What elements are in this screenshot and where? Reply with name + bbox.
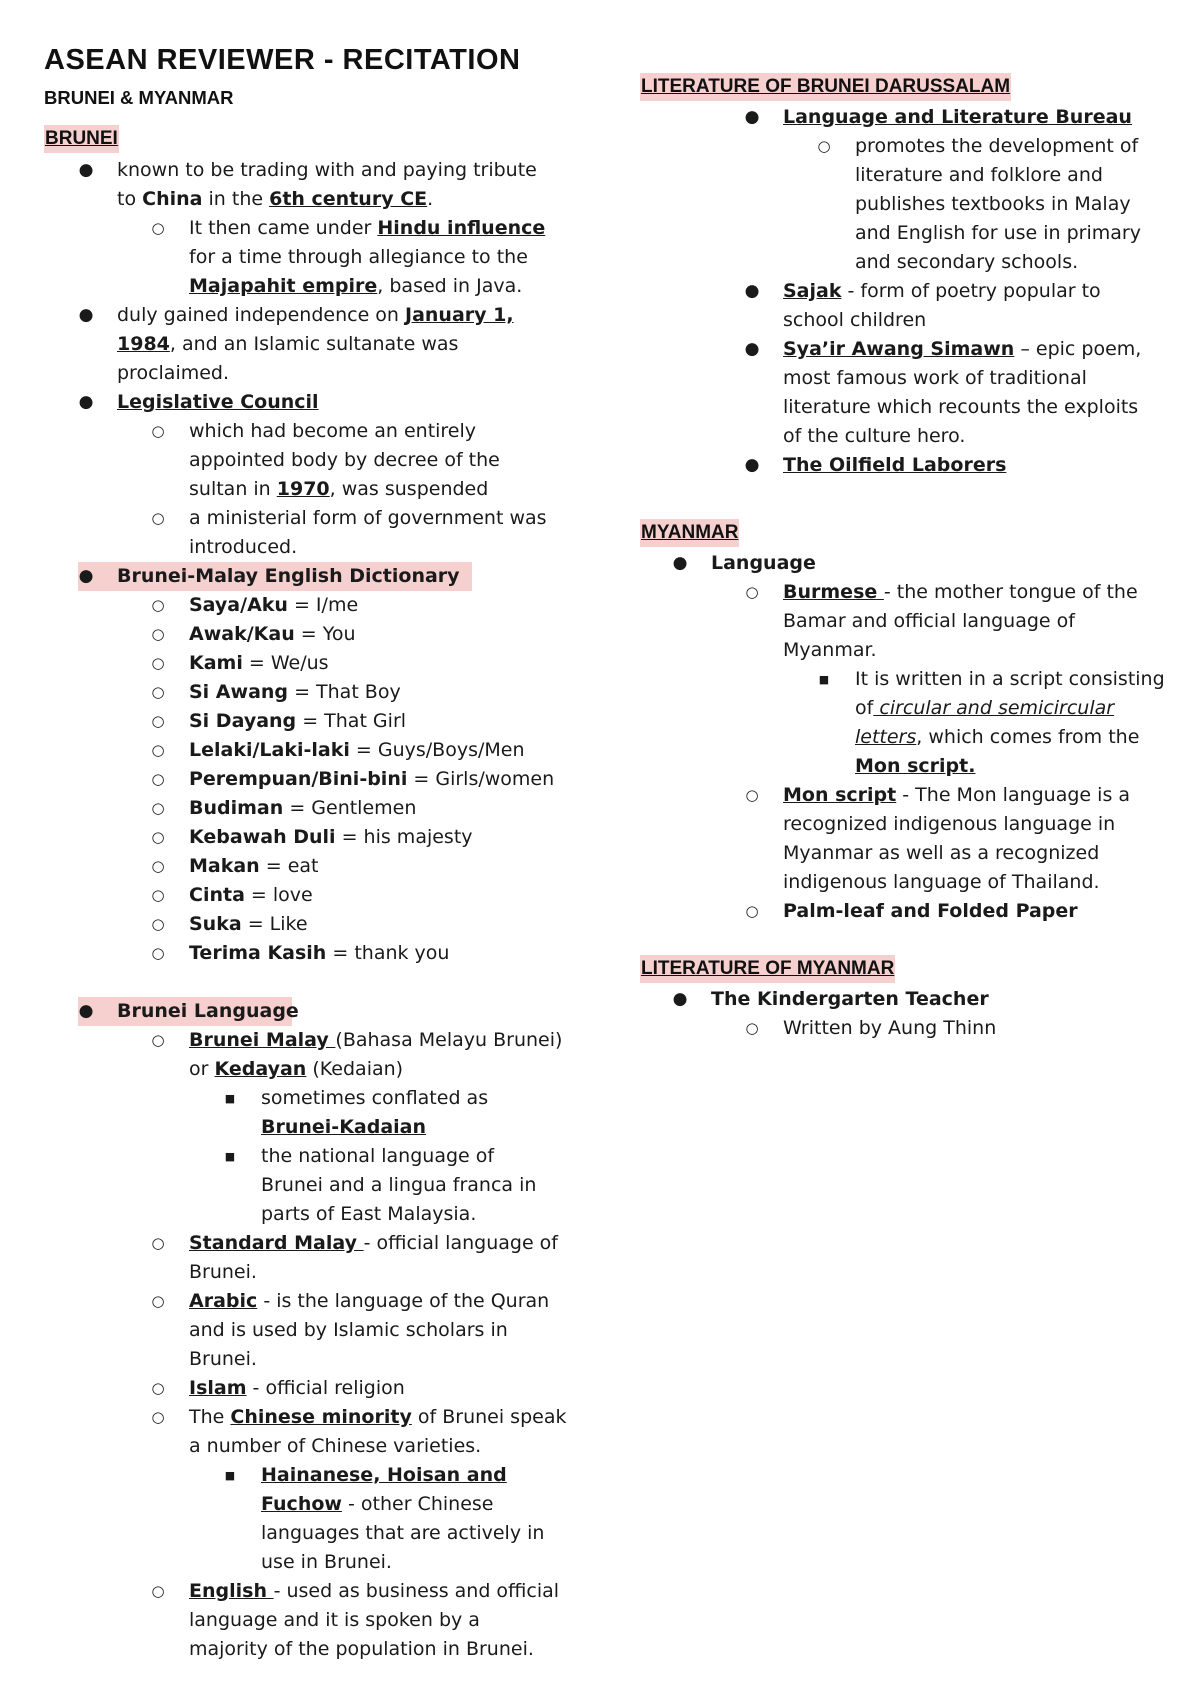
chinese-minority-line2: a number of Chinese varieties. xyxy=(189,1435,482,1457)
brunei-hindu-line2: for a time through allegiance to the xyxy=(189,246,528,268)
mon-line4: indigenous language of Thailand. xyxy=(783,871,1100,893)
dictionary-entry: Perempuan/Bini-bini = Girls/women xyxy=(189,768,555,790)
circle-bullet-icon: ○ xyxy=(745,1019,759,1037)
sajak-line1: Sajak - form of poetry popular to xyxy=(783,280,1101,302)
syair-line1: Sya’ir Awang Simawn – epic poem, xyxy=(783,338,1142,360)
bureau-desc-line4: and English for use in primary xyxy=(855,222,1141,244)
brunei-independence-line2: 1984, and an Islamic sultanate was xyxy=(117,333,459,355)
circle-bullet-icon: ○ xyxy=(151,741,165,759)
hainanese-line1: Hainanese, Hoisan and xyxy=(261,1464,507,1486)
bureau-desc-line1: promotes the development of xyxy=(855,135,1139,157)
standard-malay-line1: Standard Malay - official language of xyxy=(189,1232,558,1254)
brunei-independence-line3: proclaimed. xyxy=(117,362,230,384)
script-line4: Mon script. xyxy=(855,755,976,777)
dictionary-entry: Terima Kasih = thank you xyxy=(189,942,450,964)
oilfield-laborers-label: The Oilfield Laborers xyxy=(783,454,1007,476)
ministerial-line1: a ministerial form of government was xyxy=(189,507,547,529)
section-heading-literature-brunei: LITERATURE OF BRUNEI DARUSSALAM xyxy=(640,73,1011,101)
bullet-icon: ● xyxy=(744,339,760,359)
script-line3: letters, which comes from the xyxy=(855,726,1140,748)
dictionary-entry: Lelaki/Laki-laki = Guys/Boys/Men xyxy=(189,739,525,761)
english-line3: majority of the population in Brunei. xyxy=(189,1638,534,1660)
burmese-line1: Burmese - the mother tongue of the xyxy=(783,581,1138,603)
circle-bullet-icon: ○ xyxy=(151,886,165,904)
legislative-line2: appointed body by decree of the xyxy=(189,449,500,471)
written-by-line: Written by Aung Thinn xyxy=(783,1017,997,1039)
dictionary-entry: Saya/Aku = I/me xyxy=(189,594,359,616)
script-line2: of circular and semicircular xyxy=(855,697,1115,719)
bullet-icon: ● xyxy=(744,455,760,475)
legislative-council-label: Legislative Council xyxy=(117,391,319,413)
circle-bullet-icon: ○ xyxy=(745,902,759,920)
conflated-line2: Brunei-Kadaian xyxy=(261,1116,427,1138)
circle-bullet-icon: ○ xyxy=(151,1234,165,1252)
document-title: ASEAN REVIEWER - RECITATION xyxy=(44,44,521,76)
bullet-icon: ● xyxy=(744,281,760,301)
bullet-icon: ● xyxy=(78,305,94,325)
bullet-icon: ● xyxy=(672,553,688,573)
bullet-icon: ● xyxy=(78,1001,94,1021)
hainanese-line3: languages that are actively in xyxy=(261,1522,545,1544)
section-heading-myanmar: MYANMAR xyxy=(640,519,739,547)
dictionary-entry: Kebawah Duli = his majesty xyxy=(189,826,473,848)
myanmar-language-label: Language xyxy=(711,552,816,574)
circle-bullet-icon: ○ xyxy=(817,137,831,155)
brunei-independence-line1: duly gained independence on January 1, xyxy=(117,304,514,326)
bullet-icon: ● xyxy=(78,566,94,586)
mon-line2: recognized indigenous language in xyxy=(783,813,1116,835)
circle-bullet-icon: ○ xyxy=(151,1292,165,1310)
arabic-line1: Arabic - is the language of the Quran xyxy=(189,1290,550,1312)
square-bullet-icon: ■ xyxy=(224,1150,236,1163)
square-bullet-icon: ■ xyxy=(818,673,830,686)
syair-line4: of the culture hero. xyxy=(783,425,966,447)
circle-bullet-icon: ○ xyxy=(151,219,165,237)
circle-bullet-icon: ○ xyxy=(151,654,165,672)
english-line1: English - used as business and official xyxy=(189,1580,560,1602)
ministerial-line2: introduced. xyxy=(189,536,298,558)
islam-line: Islam - official religion xyxy=(189,1377,405,1399)
circle-bullet-icon: ○ xyxy=(151,799,165,817)
brunei-hindu-line1: It then came under Hindu influence xyxy=(189,217,546,239)
circle-bullet-icon: ○ xyxy=(151,770,165,788)
burmese-line2: Bamar and official language of xyxy=(783,610,1075,632)
legislative-line1: which had become an entirely xyxy=(189,420,477,442)
circle-bullet-icon: ○ xyxy=(151,422,165,440)
circle-bullet-icon: ○ xyxy=(151,683,165,701)
dictionary-entry: Awak/Kau = You xyxy=(189,623,356,645)
brunei-point-trade-line1: known to be trading with and paying tribute xyxy=(117,159,537,181)
circle-bullet-icon: ○ xyxy=(151,596,165,614)
brunei-malay-line2: or Kedayan (Kedaian) xyxy=(189,1058,404,1080)
bureau-desc-line3: publishes textbooks in Malay xyxy=(855,193,1131,215)
burmese-line3: Myanmar. xyxy=(783,639,877,661)
bullet-icon: ● xyxy=(672,989,688,1009)
bullet-icon: ● xyxy=(78,392,94,412)
circle-bullet-icon: ○ xyxy=(745,583,759,601)
literature-bureau-label: Language and Literature Bureau xyxy=(783,106,1132,128)
hainanese-line4: use in Brunei. xyxy=(261,1551,392,1573)
brunei-malay-line1: Brunei Malay (Bahasa Melayu Brunei) xyxy=(189,1029,563,1051)
circle-bullet-icon: ○ xyxy=(151,915,165,933)
brunei-hindu-line3: Majapahit empire, based in Java. xyxy=(189,275,523,297)
dictionary-entry: Si Awang = That Boy xyxy=(189,681,401,703)
arabic-line2: and is used by Islamic scholars in xyxy=(189,1319,508,1341)
bureau-desc-line5: and secondary schools. xyxy=(855,251,1079,273)
circle-bullet-icon: ○ xyxy=(151,944,165,962)
mon-line3: Myanmar as well as a recognized xyxy=(783,842,1100,864)
circle-bullet-icon: ○ xyxy=(151,509,165,527)
circle-bullet-icon: ○ xyxy=(151,1582,165,1600)
english-line2: language and it is spoken by a xyxy=(189,1609,480,1631)
dictionary-entry: Cinta = love xyxy=(189,884,313,906)
chinese-minority-line1: The Chinese minority of Brunei speak xyxy=(189,1406,567,1428)
dictionary-entry: Suka = Like xyxy=(189,913,308,935)
conflated-line1: sometimes conflated as xyxy=(261,1087,489,1109)
sajak-line2: school children xyxy=(783,309,927,331)
bullet-icon: ● xyxy=(744,107,760,127)
legislative-line3: sultan in 1970, was suspended xyxy=(189,478,489,500)
square-bullet-icon: ■ xyxy=(224,1092,236,1105)
script-line1: It is written in a script consisting xyxy=(855,668,1165,690)
dictionary-entry: Si Dayang = That Girl xyxy=(189,710,407,732)
dictionary-entry: Kami = We/us xyxy=(189,652,329,674)
standard-malay-line2: Brunei. xyxy=(189,1261,257,1283)
section-heading-brunei: BRUNEI xyxy=(44,125,119,153)
hainanese-line2: Fuchow - other Chinese xyxy=(261,1493,494,1515)
dictionary-entry: Makan = eat xyxy=(189,855,319,877)
bureau-desc-line2: literature and folklore and xyxy=(855,164,1103,186)
palm-leaf-label: Palm-leaf and Folded Paper xyxy=(783,900,1078,922)
circle-bullet-icon: ○ xyxy=(151,625,165,643)
national-language-line2: Brunei and a lingua franca in xyxy=(261,1174,537,1196)
circle-bullet-icon: ○ xyxy=(151,1408,165,1426)
document-subtitle: BRUNEI & MYANMAR xyxy=(44,87,234,108)
mon-line1: Mon script - The Mon language is a xyxy=(783,784,1131,806)
section-heading-literature-myanmar: LITERATURE OF MYANMAR xyxy=(640,955,895,983)
kindergarten-teacher-label: The Kindergarten Teacher xyxy=(711,988,989,1010)
dictionary-entry: Budiman = Gentlemen xyxy=(189,797,417,819)
brunei-language-heading: Brunei Language xyxy=(117,1000,299,1022)
circle-bullet-icon: ○ xyxy=(151,1031,165,1049)
circle-bullet-icon: ○ xyxy=(745,786,759,804)
circle-bullet-icon: ○ xyxy=(151,857,165,875)
circle-bullet-icon: ○ xyxy=(151,1379,165,1397)
dictionary-heading: Brunei-Malay English Dictionary xyxy=(117,565,460,587)
square-bullet-icon: ■ xyxy=(224,1469,236,1482)
national-language-line1: the national language of xyxy=(261,1145,495,1167)
syair-line2: most famous work of traditional xyxy=(783,367,1087,389)
national-language-line3: parts of East Malaysia. xyxy=(261,1203,477,1225)
syair-line3: literature which recounts the exploits xyxy=(783,396,1139,418)
circle-bullet-icon: ○ xyxy=(151,828,165,846)
brunei-point-trade-line2: to China in the 6th century CE. xyxy=(117,188,434,210)
bullet-icon: ● xyxy=(78,160,94,180)
circle-bullet-icon: ○ xyxy=(151,712,165,730)
arabic-line3: Brunei. xyxy=(189,1348,257,1370)
